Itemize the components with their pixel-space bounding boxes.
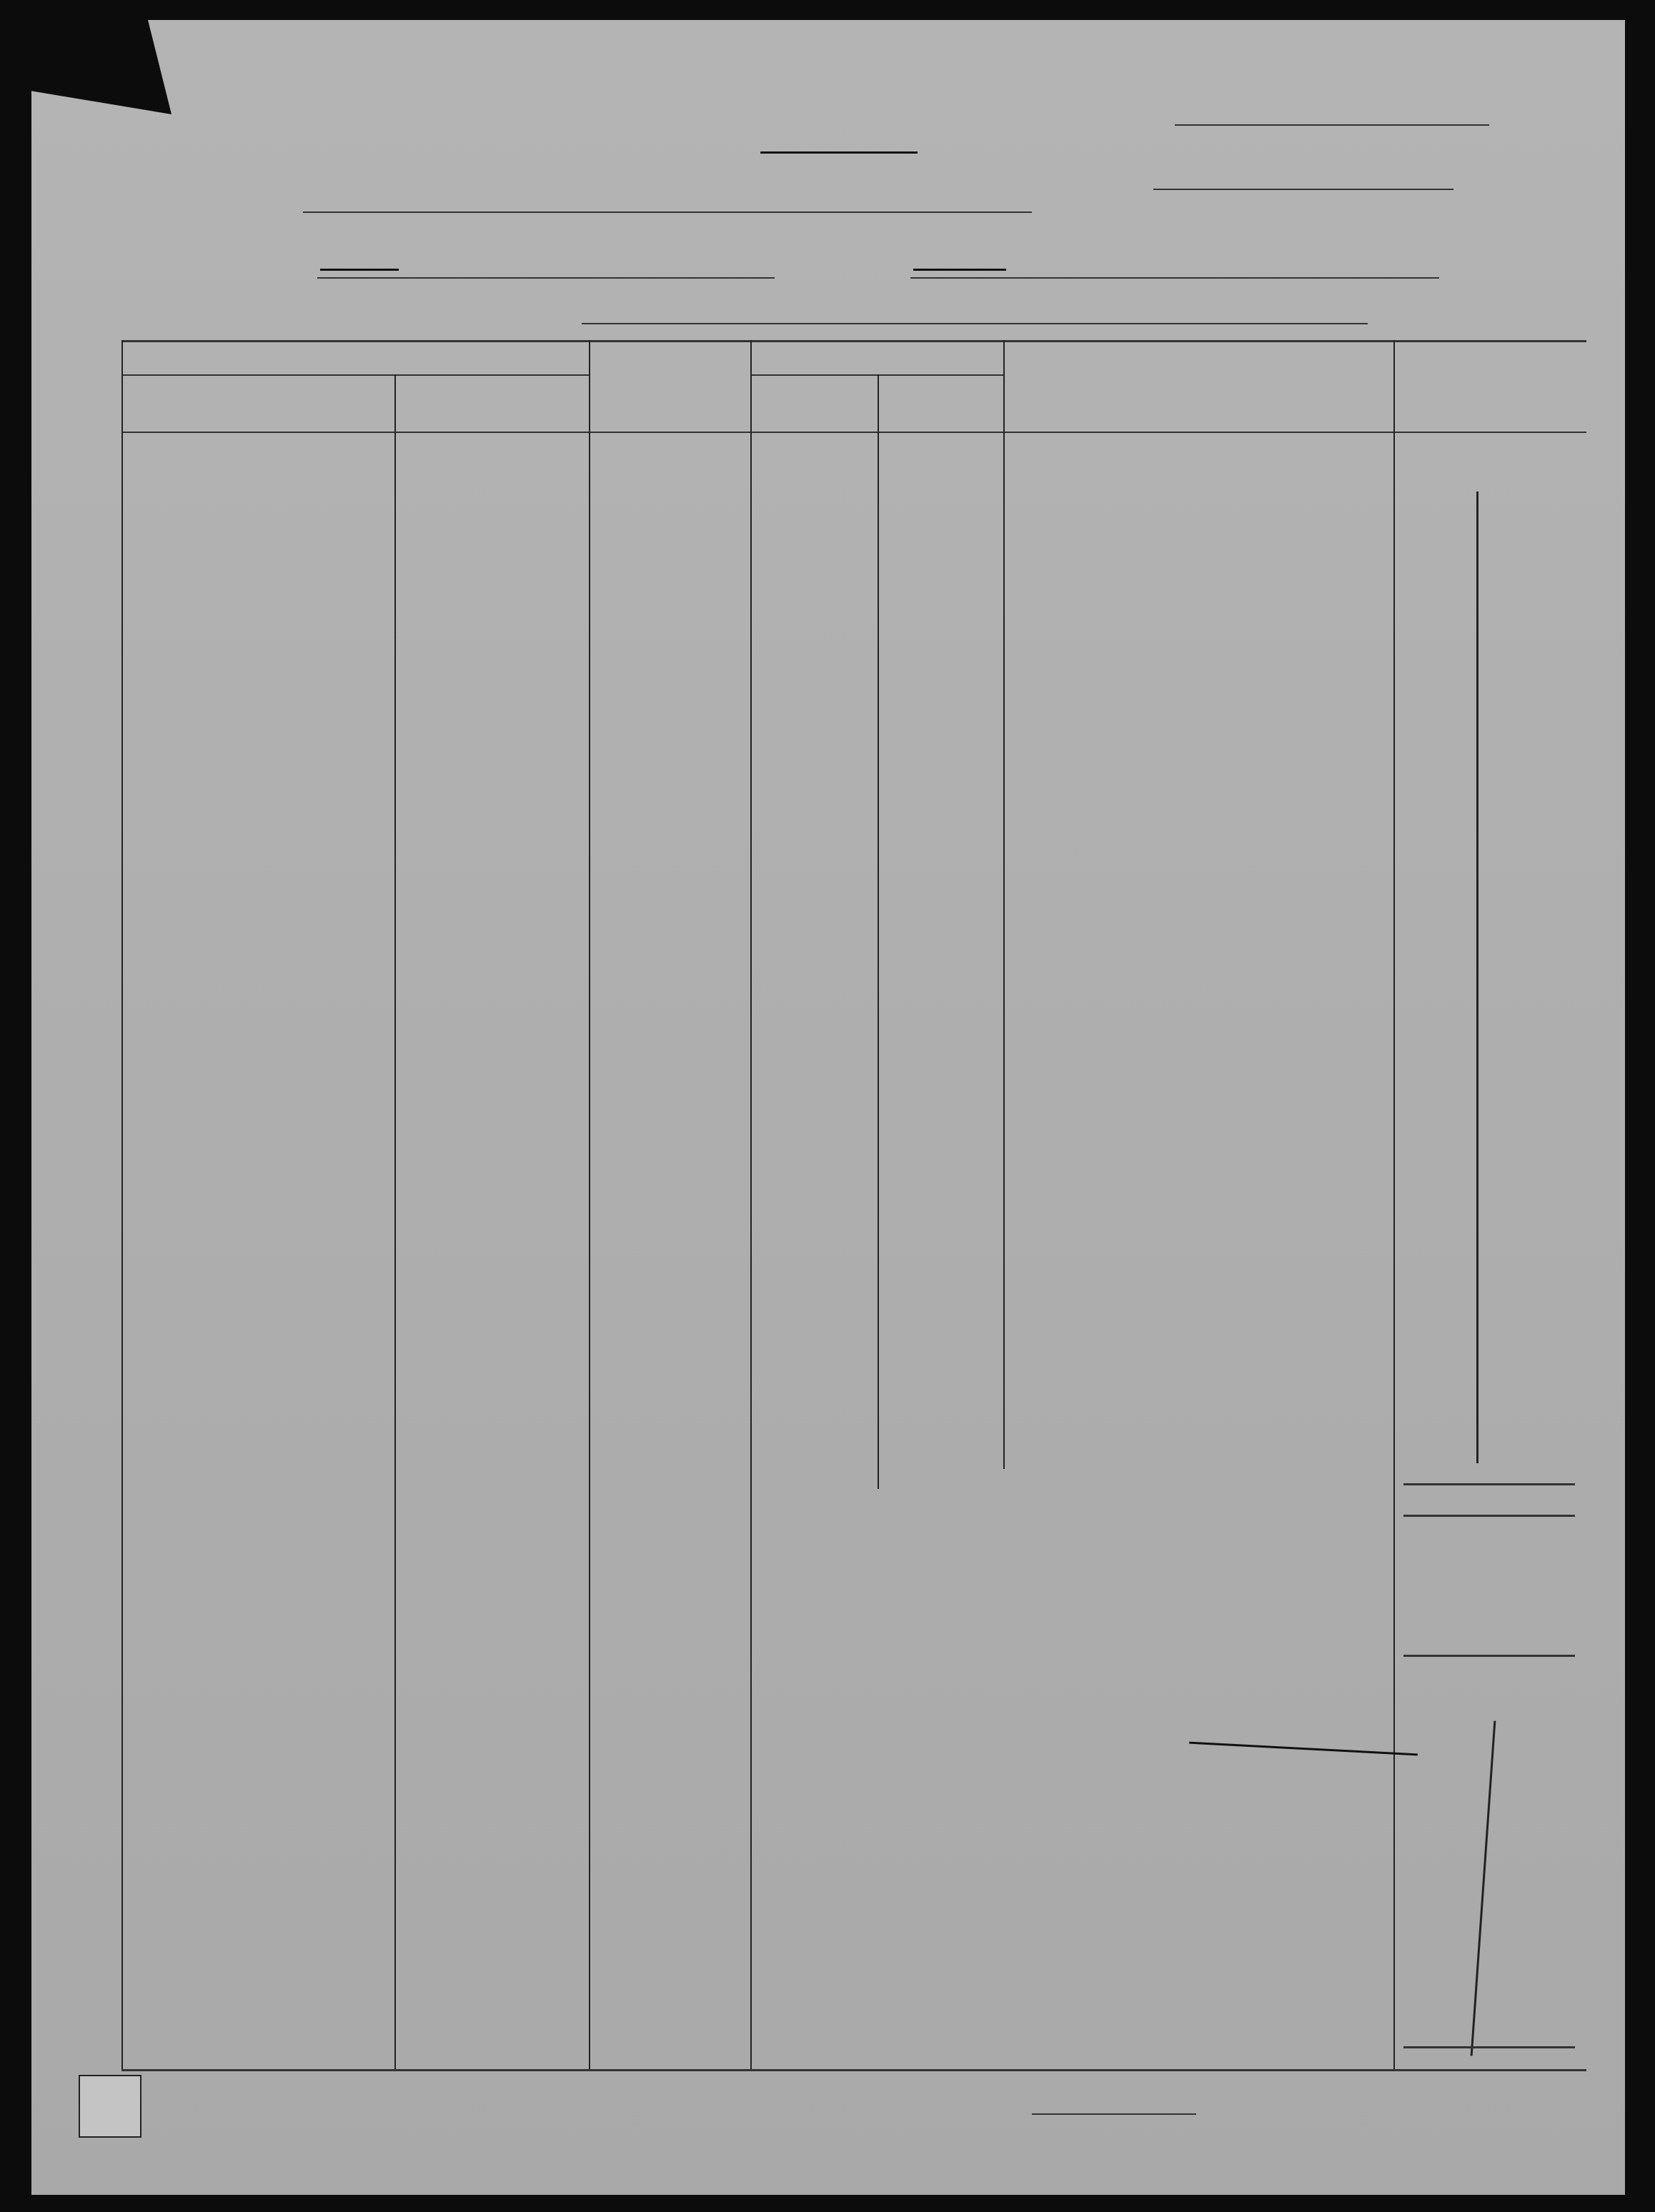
usc-ditto-line xyxy=(1476,492,1478,1463)
total-box xyxy=(79,2075,141,2138)
check-marks xyxy=(131,434,403,2071)
crew-subheader-rule xyxy=(750,374,1003,376)
table-top-rule xyxy=(121,340,1586,342)
name-subheader-rule xyxy=(121,374,589,376)
usc-ditto-line-2 xyxy=(1471,1720,1496,2056)
corner-tear xyxy=(0,0,186,129)
title-strike-line xyxy=(760,151,918,154)
passenger-list-page xyxy=(31,20,1625,2195)
header-bottom-rule xyxy=(121,432,1586,433)
